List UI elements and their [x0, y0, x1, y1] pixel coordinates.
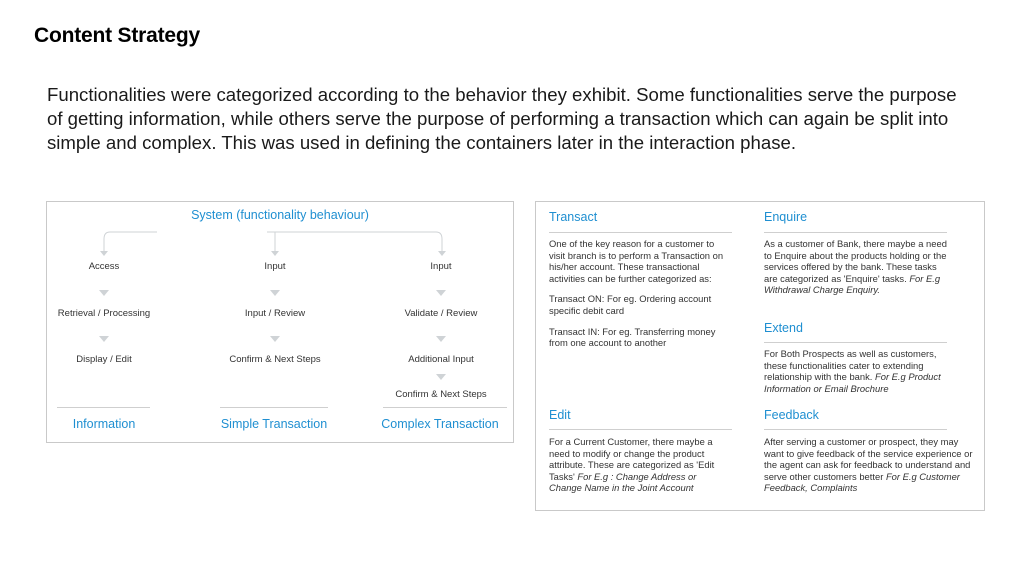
step-confirm-next: Confirm & Next Steps — [395, 389, 487, 400]
section-text-feedback — [764, 436, 974, 494]
section-heading-edit: Edit — [549, 408, 571, 422]
section-heading-feedback: Feedback — [764, 408, 819, 422]
section-text-enquire — [764, 238, 949, 296]
connector-left — [104, 232, 157, 252]
section-rule — [764, 232, 947, 233]
arrow-down-icon — [436, 374, 446, 380]
diagram-title: System (functionality behaviour) — [191, 208, 369, 222]
section-rule — [764, 342, 947, 343]
step-retrieval-processing: Retrieval / Processing — [57, 308, 151, 319]
category-information: Information — [72, 417, 136, 431]
section-rule — [764, 429, 947, 430]
feedback-example: For E.g Customer Feedback, Complaints — [764, 470, 960, 494]
category-divider — [383, 407, 507, 408]
category-complex-transaction: Complex Transaction — [381, 417, 499, 431]
intro-paragraph: Functionalities were categorized according to the behavior they exhibit. Some functionalities serve the purpose of getting information, while others serve the purpose of performing a transaction which can again be split into simple and complex. This was used in defining the containers later in the interaction phase. — [47, 84, 957, 153]
enquire-example: For E.g Withdrawal Charge Enquiry. — [764, 272, 941, 296]
section-heading-transact: Transact — [549, 210, 598, 224]
extend-body: For Both Prospects as well as customers, these functionalities cater to extending relationship with the bank. — [764, 348, 937, 383]
section-text-extend — [764, 348, 954, 394]
connector-arrow-right — [438, 251, 446, 256]
arrow-down-icon — [270, 290, 280, 296]
section-text-transact — [549, 238, 729, 349]
section-heading-extend: Extend — [764, 321, 803, 335]
step-validate-review: Validate / Review — [404, 308, 478, 319]
arrow-down-icon — [436, 290, 446, 296]
functionality-descriptions — [535, 201, 985, 511]
step-input-review: Input / Review — [244, 308, 306, 319]
extend-example: For E.g Product Information or Email Brochure — [764, 371, 941, 394]
arrow-down-icon — [99, 336, 109, 342]
transact-in: Transact IN: For eg. Transferring money from one account to another — [549, 325, 716, 349]
page-title: Content Strategy — [34, 24, 200, 47]
section-rule — [549, 232, 732, 233]
functionality-diagram — [46, 201, 514, 443]
arrow-down-icon — [270, 336, 280, 342]
transact-on: Transact ON: For eg. Ordering account specific debit card — [549, 293, 712, 316]
feedback-body: After serving a customer or prospect, they may want to give feedback of the service experience or the agent can ask for feedback to understand and serve other customers better — [764, 436, 973, 482]
enquire-body: As a customer of Bank, there maybe a need to Enquire about the products holding or the services offered by the bank. These tasks are categorized as 'Enquire' tasks. — [764, 238, 947, 284]
edit-example: For E.g : Change Address or Change Name in the Joint Account — [549, 470, 697, 494]
arrow-down-icon — [436, 336, 446, 342]
connector-arrow-center — [271, 251, 279, 256]
category-divider — [57, 407, 150, 408]
step-input: Input — [430, 261, 452, 272]
step-display-edit: Display / Edit — [76, 354, 132, 365]
section-text-edit — [549, 436, 731, 494]
category-simple-transaction: Simple Transaction — [220, 417, 328, 431]
step-access: Access — [88, 261, 120, 272]
section-heading-enquire: Enquire — [764, 210, 808, 224]
category-divider — [220, 407, 328, 408]
edit-body: For a Current Customer, there maybe a need to modify or change the product attribute. These are categorized as 'Edit Tasks' — [549, 436, 715, 482]
connector-right — [267, 232, 442, 252]
arrow-down-icon — [99, 290, 109, 296]
step-input: Input — [264, 261, 286, 272]
connector-arrow-left — [100, 251, 108, 256]
step-confirm-next: Confirm & Next Steps — [229, 354, 321, 365]
step-additional-input: Additional Input — [408, 354, 474, 365]
transact-intro: One of the key reason for a customer to visit branch is to perform a Transaction on his/her account. These transactional activities can be further categorized as: — [549, 238, 724, 284]
section-rule — [549, 429, 732, 430]
